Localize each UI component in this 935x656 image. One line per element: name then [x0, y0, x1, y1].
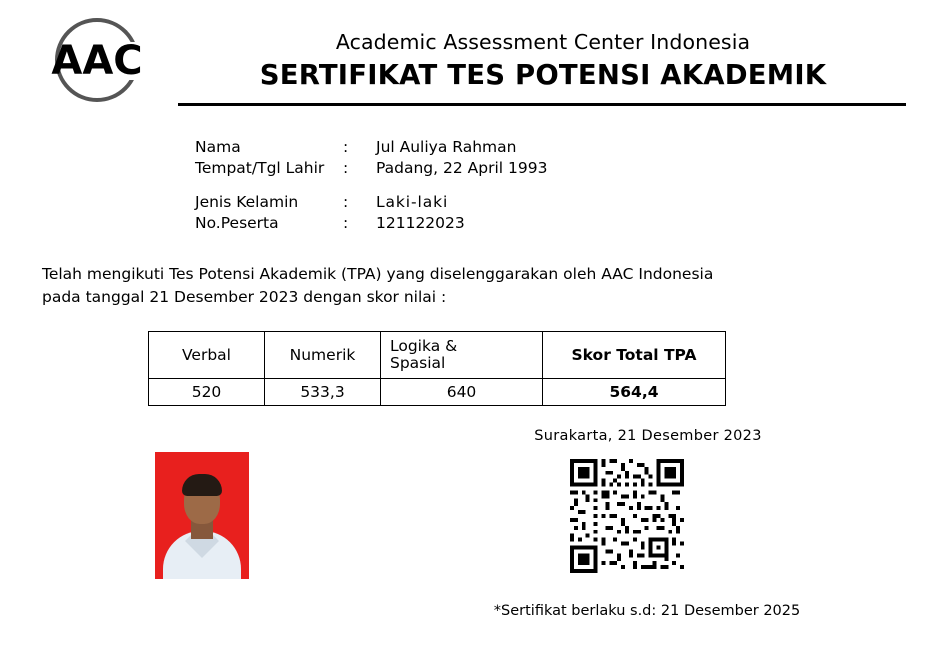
- qr-code-svg: [570, 459, 684, 573]
- table-row: [149, 379, 726, 406]
- organization-name: Academic Assessment Center Indonesia: [335, 30, 751, 54]
- identity-colon: :: [343, 193, 349, 211]
- identity-block: [195, 137, 547, 234]
- identity-value: Laki-laki: [376, 193, 449, 211]
- table-header-row: [149, 332, 726, 379]
- validity-note: *Sertifikat berlaku s.d: 21 Desember 2025: [493, 603, 801, 619]
- identity-label: Nama: [195, 138, 241, 156]
- identity-row-tempat-tgl-lahir: [195, 158, 547, 179]
- page-title: SERTIFIKAT TES POTENSI AKADEMIK: [259, 59, 827, 91]
- identity-value: Padang, 22 April 1993: [376, 159, 548, 177]
- column-header-logika-line1: Logika &: [390, 337, 458, 355]
- identity-label: No.Peserta: [195, 214, 279, 232]
- identity-row-jenis-kelamin: [195, 192, 547, 213]
- title-block: [178, 30, 908, 91]
- column-header-skor-total: Skor Total TPA: [543, 332, 726, 379]
- place-date: Surakarta, 21 Desember 2023: [534, 428, 762, 444]
- paragraph-line-2: pada tanggal 21 Desember 2023 dengan skor nilai :: [42, 288, 447, 306]
- identity-colon: :: [343, 214, 349, 232]
- identity-label: Jenis Kelamin: [195, 193, 299, 211]
- column-header-logika-line2: Spasial: [390, 354, 446, 372]
- certificate-header: [0, 0, 935, 115]
- participant-photo: [155, 452, 249, 579]
- body-paragraph: [42, 263, 892, 309]
- column-header-logika-spasial: [381, 332, 543, 379]
- identity-colon: :: [343, 138, 349, 156]
- cell-verbal: 520: [149, 379, 265, 406]
- cell-numerik: 533,3: [265, 379, 381, 406]
- identity-label: Tempat/Tgl Lahir: [195, 159, 325, 177]
- photo-hair: [182, 474, 222, 496]
- cell-skor-total: 564,4: [543, 379, 726, 406]
- logo-text: AAC: [51, 38, 143, 84]
- identity-row-nama: [195, 137, 547, 158]
- identity-colon: :: [343, 159, 349, 177]
- aac-logo: [33, 14, 161, 106]
- identity-value: 121122023: [376, 214, 465, 232]
- paragraph-line-1: Telah mengikuti Tes Potensi Akademik (TPA) yang diselenggarakan oleh AAC Indonesia: [42, 265, 714, 283]
- column-header-verbal: Verbal: [149, 332, 265, 379]
- qr-code-icon: [570, 459, 684, 573]
- identity-row-no-peserta: [195, 213, 547, 234]
- score-table: [148, 331, 726, 406]
- identity-value: Jul Auliya Rahman: [376, 138, 517, 156]
- title-divider: [178, 103, 906, 106]
- column-header-numerik: Numerik: [265, 332, 381, 379]
- cell-logika-spasial: 640: [381, 379, 543, 406]
